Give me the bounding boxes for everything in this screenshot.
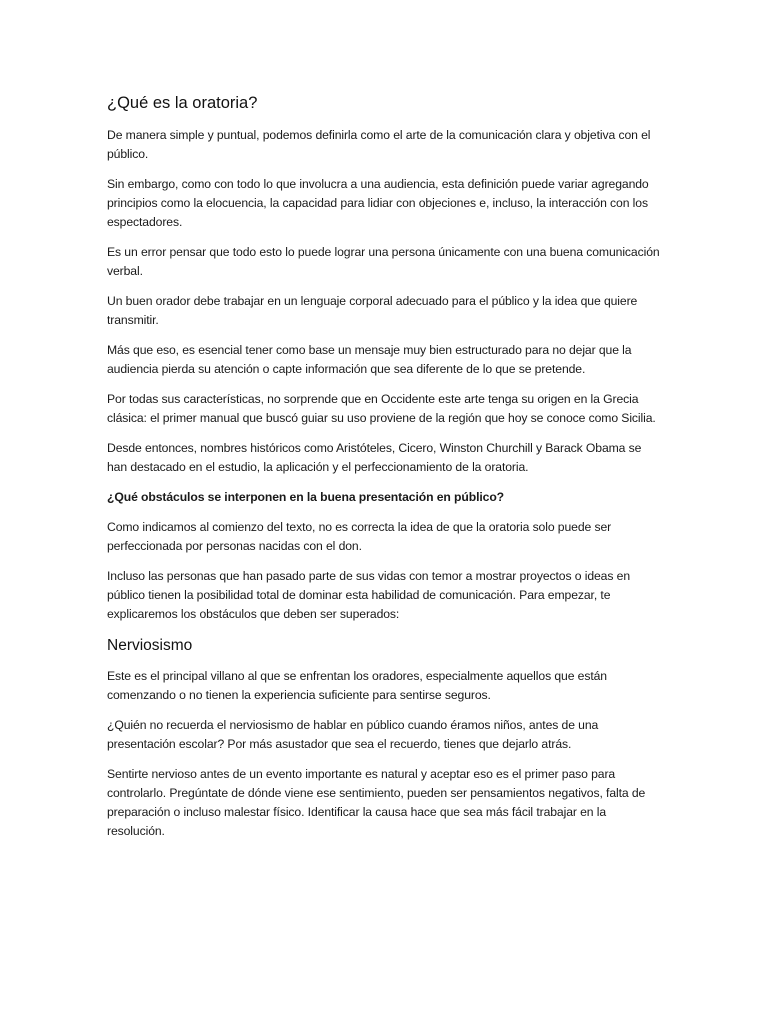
- paragraph: Desde entonces, nombres históricos como Aristóteles, Cicero, Winston Churchill y Barack Obama se han destacado en el estudio, la aplicación y el perfeccionamiento de la oratoria.: [107, 441, 642, 474]
- paragraph: Sin embargo, como con todo lo que involucra a una audiencia, esta definición puede variar agregando principios como la elocuencia, la capacidad para lidiar con objeciones e, incluso, la interacción con los espectadores.: [107, 177, 649, 229]
- paragraph: ¿Quién no recuerda el nerviosismo de hablar en público cuando éramos niños, antes de una presentación escolar? Por más asustador que sea el recuerdo, tienes que dejarlo atrás.: [107, 718, 599, 751]
- heading-main: ¿Qué es la oratoria?: [107, 94, 258, 112]
- question-heading: ¿Qué obstáculos se interponen en la buena presentación en público?: [107, 490, 505, 504]
- document-page: [107, 92, 663, 852]
- heading-nerviosismo: Nerviosismo: [107, 637, 193, 654]
- paragraph: Un buen orador debe trabajar en un lenguaje corporal adecuado para el público y la idea que quiere transmitir.: [107, 294, 638, 327]
- paragraph: Por todas sus características, no sorprende que en Occidente este arte tenga su origen en la Grecia clásica: el primer manual que buscó guiar su uso proviene de la región que hoy se conoce como Sicilia.: [107, 392, 656, 425]
- paragraph: Sentirte nervioso antes de un evento importante es natural y aceptar eso es el primer paso para controlarlo. Pregúntate de dónde viene ese sentimiento, pueden ser pensamientos negativos, falta de preparación o incluso malestar físico. Identificar la causa hace que sea más fácil trabajar en la resolución.: [107, 767, 646, 838]
- paragraph: Incluso las personas que han pasado parte de sus vidas con temor a mostrar proyectos o ideas en público tienen la posibilidad total de dominar esta habilidad de comunicación. Para empezar, te explicaremos los obstáculos que deben ser superados:: [107, 569, 630, 621]
- paragraph: Es un error pensar que todo esto lo puede lograr una persona únicamente con una buena comunicación verbal.: [107, 245, 660, 278]
- paragraph: De manera simple y puntual, podemos definirla como el arte de la comunicación clara y objetiva con el público.: [107, 128, 651, 161]
- paragraph: Como indicamos al comienzo del texto, no es correcta la idea de que la oratoria solo puede ser perfeccionada por personas nacidas con el don.: [107, 520, 612, 553]
- paragraph: Este es el principal villano al que se enfrentan los oradores, especialmente aquellos que están comenzando o no tienen la experiencia suficiente para sentirse seguros.: [107, 669, 607, 702]
- paragraph: Más que eso, es esencial tener como base un mensaje muy bien estructurado para no dejar que la audiencia pierda su atención o capte información que sea diferente de lo que se pretende.: [107, 343, 632, 376]
